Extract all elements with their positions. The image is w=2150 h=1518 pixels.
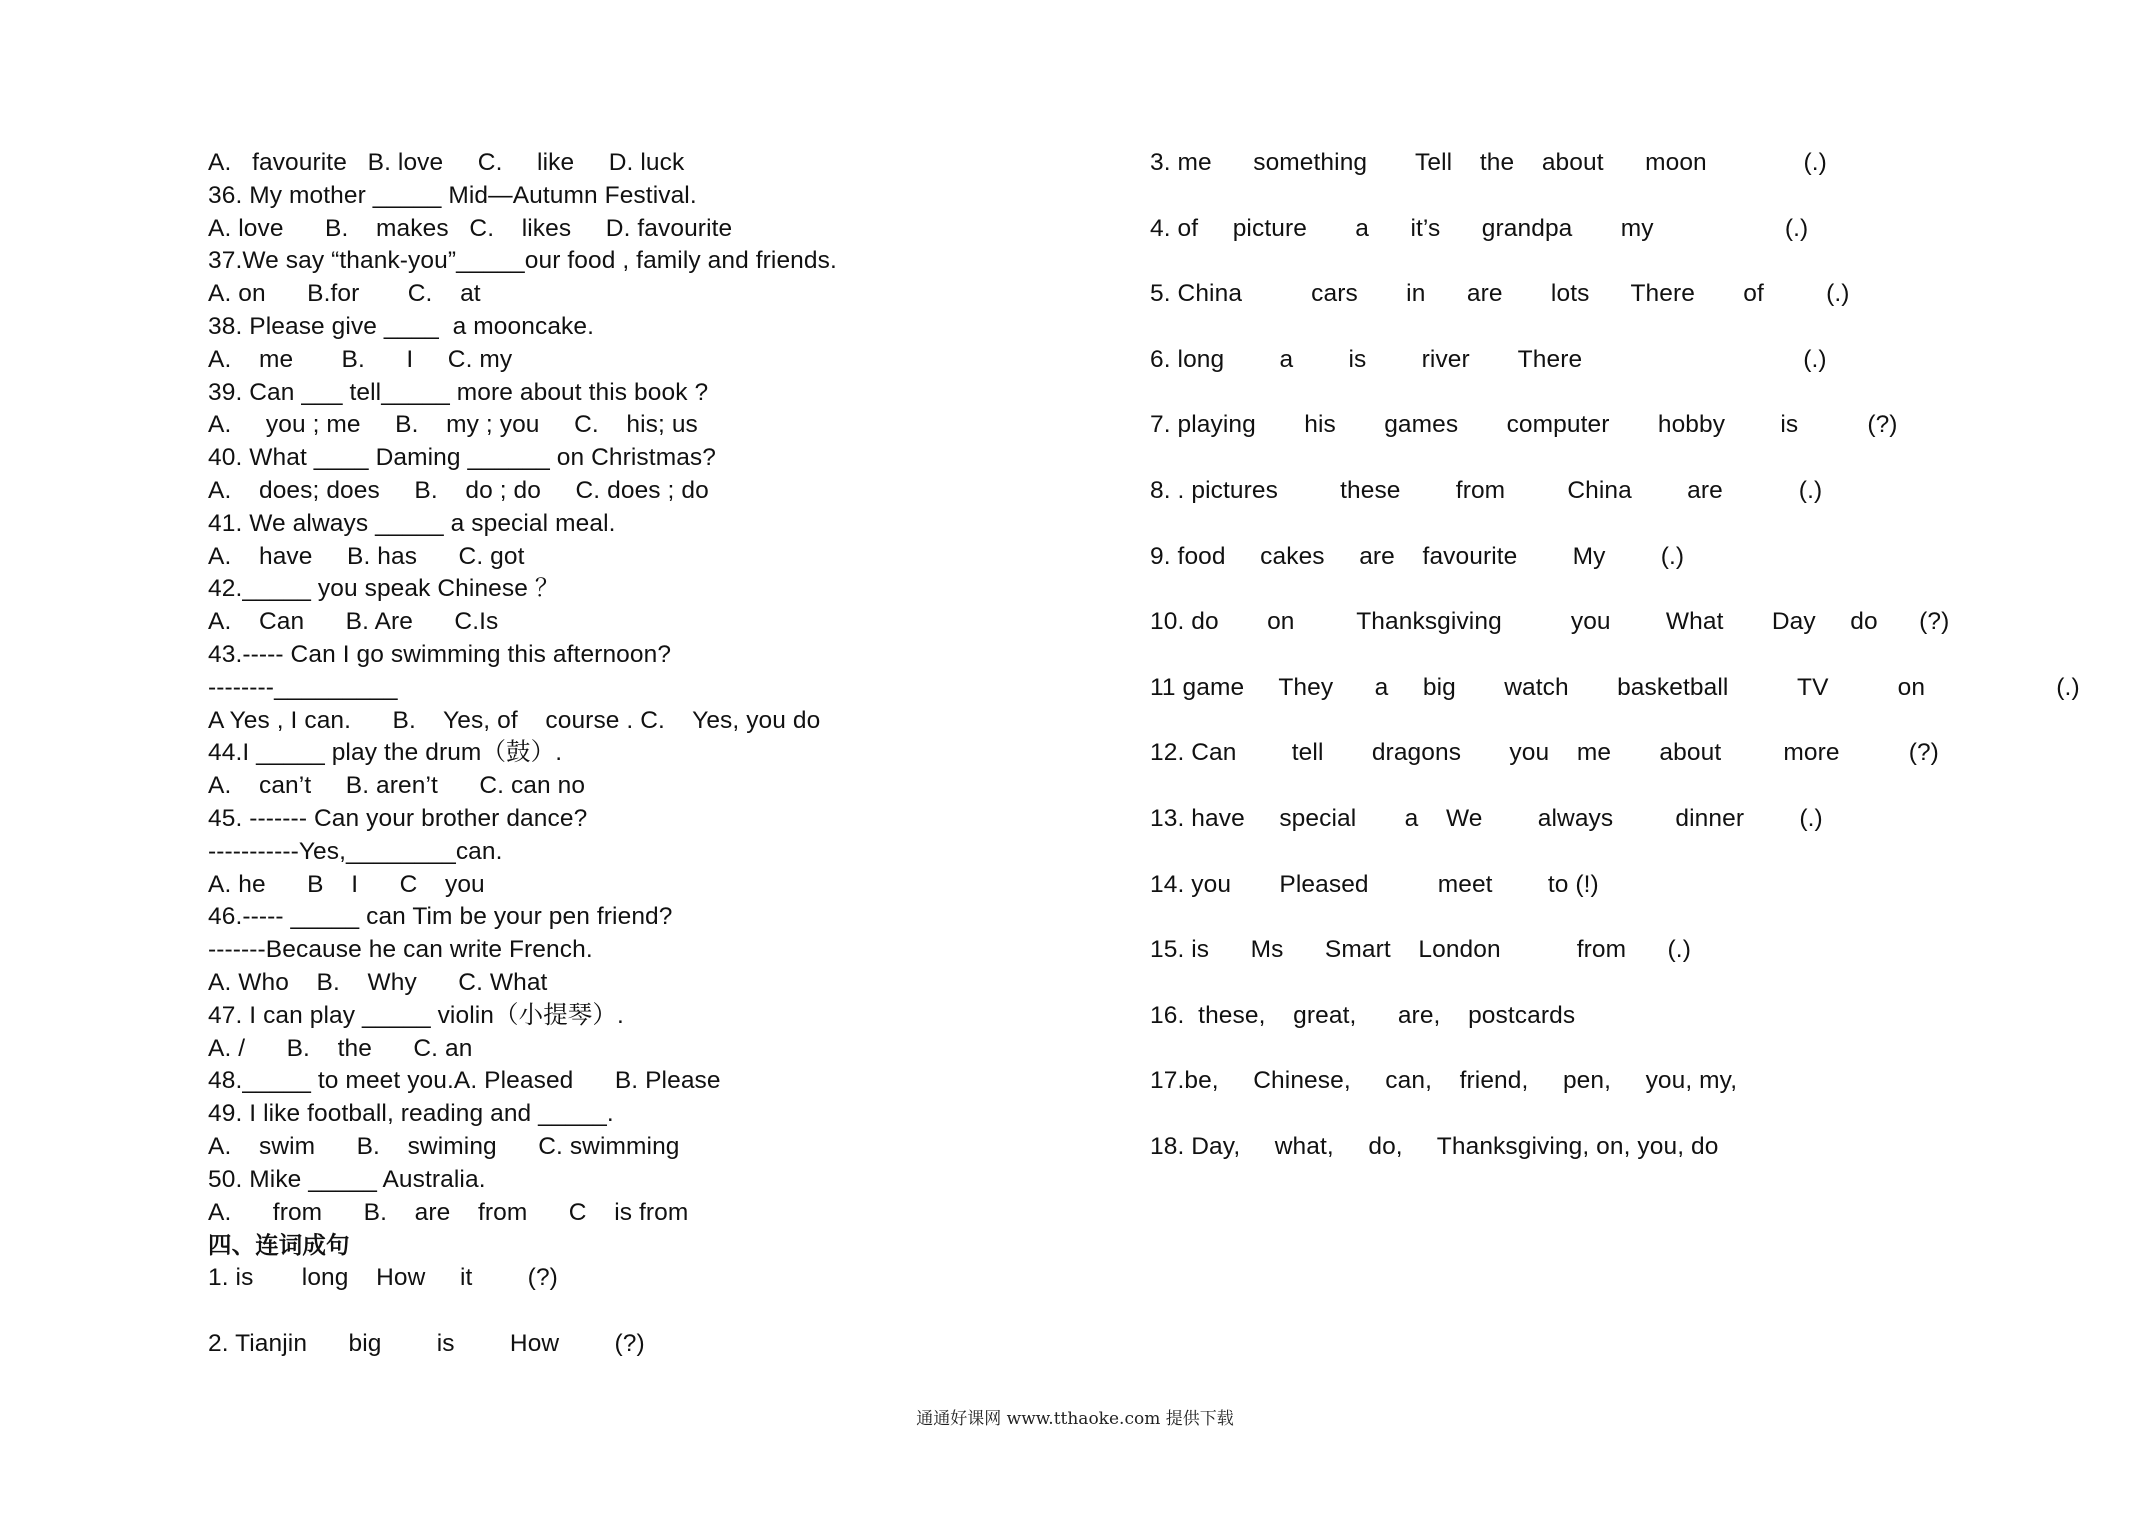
ordering-item: 1. is long How it (?) [208,1264,558,1292]
question-line: -----------Yes,________can. [208,837,503,865]
ordering-item: 13. have special a We always dinner (.) [1150,804,1823,832]
ordering-item: 14. you Pleased meet to (!) [1150,870,1599,898]
question-line: 42._____ you speak Chinese ？ [208,575,560,603]
left-column [208,147,1108,1360]
question-line: 40. What ____ Daming ______ on Christmas? [208,444,717,472]
question-line: 38. Please give ____ a mooncake. [208,312,595,340]
question-line: 44.I _____ play the drum（鼓）. [208,739,563,767]
question-line: A Yes , I can. B. Yes, of course . C. Yes, you do [208,706,821,734]
ordering-item: 10. do on Thanksgiving you What Day do (?) [1150,608,1950,636]
question-line: A. love B. makes C. likes D. favourite [208,214,733,242]
question-line: 45. ------- Can your brother dance? [208,804,588,832]
ordering-item: 7. playing his games computer hobby is (?) [1150,411,1898,439]
question-line: 50. Mike _____ Australia. [208,1165,486,1193]
question-line: A. have B. has C. got [208,542,525,570]
question-line: A. Can B. Are C.Is [208,608,499,636]
question-line: A. swim B. swiming C. swimming [208,1132,680,1160]
question-line: A. on B.for C. at [208,280,481,308]
question-line: 36. My mother _____ Mid—Autumn Festival. [208,181,697,209]
footer-watermark: 通通好课网 www.tthaoke.com 提供下载 [916,1409,1234,1429]
ordering-item: 16. these, great, are, postcards [1150,1001,1576,1029]
question-line: 47. I can play _____ violin（小提琴）. [208,1001,624,1029]
question-line: 39. Can ___ tell_____ more about this book ? [208,378,709,406]
question-line: A. can’t B. aren’t C. can no [208,772,586,800]
question-line: -------Because he can write French. [208,936,593,964]
ordering-item: 12. Can tell dragons you me about more (?) [1150,739,1939,767]
question-line: A. he B I C you [208,870,485,898]
question-line: A. Who B. Why C. What [208,968,548,996]
ordering-item: 3. me something Tell the about moon (.) [1150,149,1827,176]
question-line: 41. We always _____ a special meal. [208,509,616,537]
ordering-item: 11 game They a big watch basketball TV on (.) [1150,673,2080,701]
ordering-item: 2. Tianjin big is How (?) [208,1329,645,1357]
ordering-item [208,1295,1108,1328]
ordering-item: 15. is Ms Smart London from (.) [1150,936,1691,964]
question-line: 46.----- _____ can Tim be your pen friend? [208,903,673,931]
question-line: A. from B. are from C is from [208,1198,689,1226]
left-question-list [208,147,1108,1229]
question-line: --------_________ [208,673,398,701]
question-line: A. does; does B. do ; do C. does ; do [208,476,709,504]
ordering-item: 4. of picture a it’s grandpa my (.) [1150,214,1809,242]
sentence-ordering-list-left [208,1262,1108,1360]
ordering-item: 9. food cakes are favourite My (.) [1150,542,1685,570]
question-line: 48._____ to meet you.A. Pleased B. Please [208,1067,721,1095]
question-line: 37.We say “thank-you”_____our food , family and friends. [208,247,837,275]
question-line: A. / B. the C. an [208,1034,473,1062]
question-line: A. me B. I C. my [208,345,513,373]
question-line: 49. I like football, reading and _____. [208,1100,614,1128]
ordering-item: 17.be, Chinese, can, friend, pen, you, my, [1150,1067,1738,1095]
question-line: A. you ; me B. my ; you C. his; us [208,411,698,439]
section-heading: 四、连词成句 [208,1231,350,1260]
ordering-item: 18. Day, what, do, Thanksgiving, on, you, do [1150,1132,1719,1160]
ordering-item: 5. China cars in are lots There of (.) [1150,280,1850,308]
right-column [1150,147,2080,1197]
ordering-item: 6. long a is river There (.) [1150,345,1827,373]
question-line: 43.----- Can I go swimming this afternoon? [208,640,672,668]
ordering-item: 8. . pictures these from China are (.) [1150,476,1823,504]
question-line: A. favourite B. love C. like D. luck [208,149,685,176]
sentence-ordering-list-right [1150,147,2080,1197]
